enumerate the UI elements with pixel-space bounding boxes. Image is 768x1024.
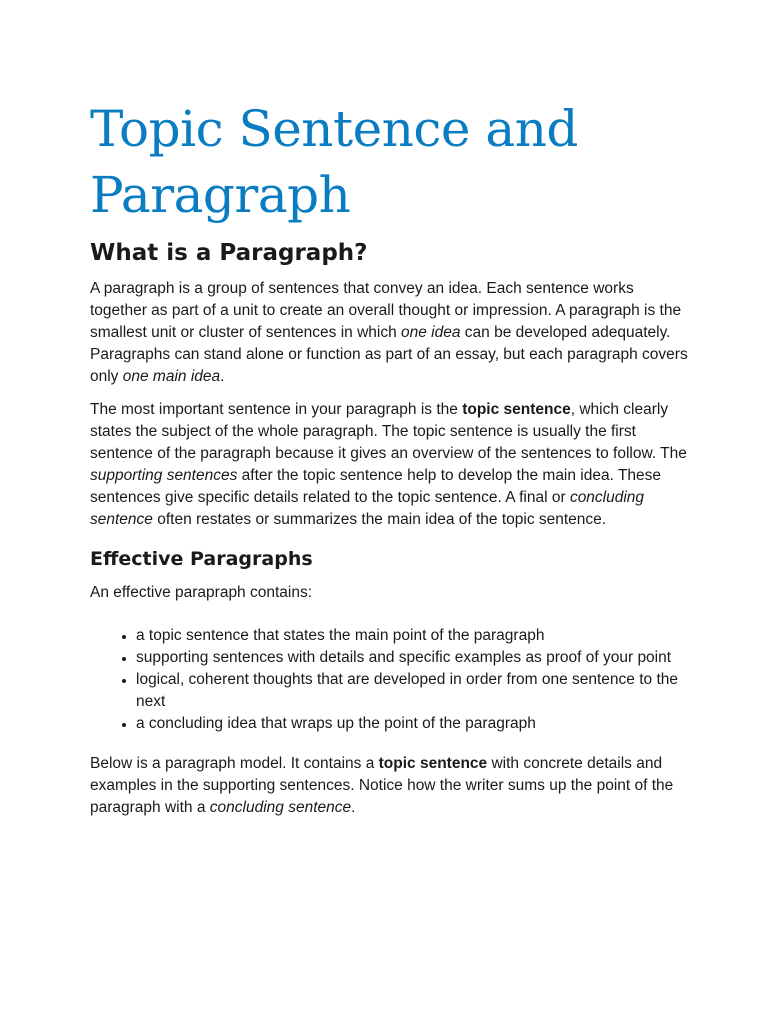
list-item: • a concluding idea that wraps up the point of the paragraph <box>136 713 690 735</box>
bullet-list <box>90 625 690 735</box>
italic-concluding-sentence: concluding sentence <box>90 489 645 528</box>
paragraph-topic-sentence <box>90 399 690 531</box>
italic-supporting-sentences: supporting sentences <box>90 467 238 484</box>
text-run: can be developed adequately. Paragraphs can stand alone or function as part of an essay, but each paragraph covers only <box>90 324 688 385</box>
italic-one-main-idea: one main idea <box>122 368 221 385</box>
paragraph-model-intro <box>90 753 690 819</box>
text-run: , which clearly states the subject of the whole paragraph. The topic sentence is usually the first sentence of the paragraph because it gives an overview of the sentences to follow. The <box>90 401 687 462</box>
bold-topic-sentence: topic sentence <box>462 401 571 418</box>
text-run: . <box>351 799 356 816</box>
bold-topic-sentence: topic sentence <box>378 755 488 772</box>
paragraph-definition <box>90 278 690 388</box>
italic-concluding-sentence: concluding sentence <box>209 799 352 816</box>
title-line-1: Topic Sentence and <box>90 100 578 158</box>
section-heading-effective-paragraphs: Effective Paragraphs <box>90 548 313 570</box>
italic-one-idea: one idea <box>401 324 461 341</box>
title-line-2: Paragraph <box>90 166 351 224</box>
text-run: often restates or summarizes the main idea of the topic sentence. <box>152 511 607 528</box>
list-item: • logical, coherent thoughts that are developed in order from one sentence to the next <box>136 669 690 713</box>
document-page <box>90 96 690 830</box>
document-title <box>90 96 690 228</box>
text-run: . <box>220 368 225 385</box>
text-run: Below is a paragraph model. It contains a <box>90 755 379 772</box>
text-run: The most important sentence in your paragraph is the <box>90 401 463 418</box>
text-run: with concrete details and examples in the supporting sentences. Notice how the writer sums up the point of the paragraph with a <box>90 755 674 816</box>
text-run: A paragraph is a group of sentences that convey an idea. Each sentence works together as part of a unit to create an overall thought or impression. A paragraph is the smallest unit or cluster of sentences in which <box>90 280 682 341</box>
text-run: after the topic sentence help to develop the main idea. These sentences give specific details related to the topic sentence. A final or <box>90 467 662 506</box>
spacer <box>90 615 690 625</box>
list-item: • a topic sentence that states the main point of the paragraph <box>136 625 690 647</box>
list-item: • supporting sentences with details and specific examples as proof of your point <box>136 647 690 669</box>
section-heading-what-is-paragraph: What is a Paragraph? <box>90 240 368 266</box>
list-intro: An effective parapraph contains: <box>90 584 313 601</box>
